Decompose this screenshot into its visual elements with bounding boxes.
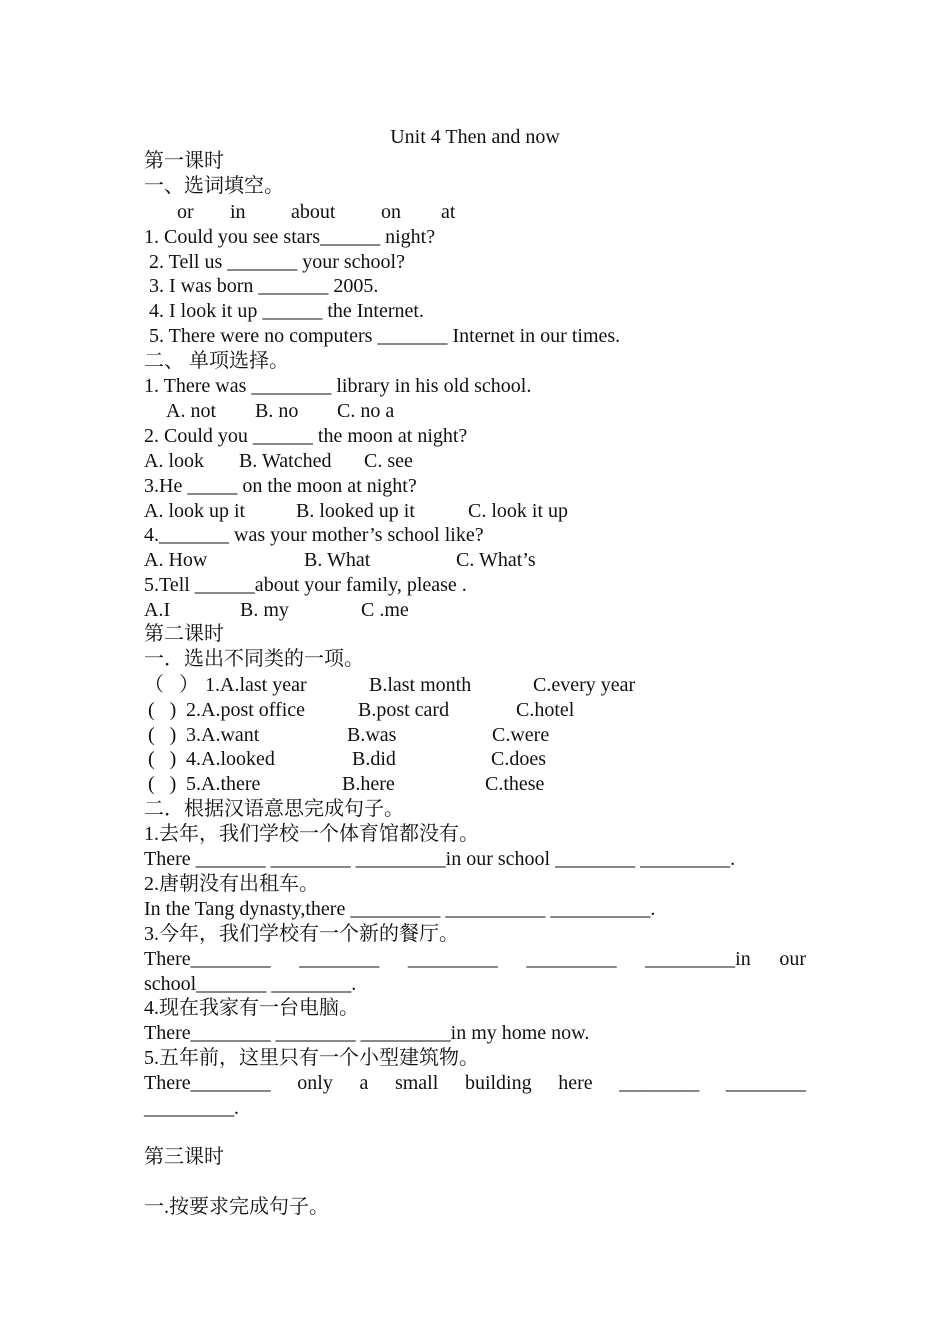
lesson1-part1-heading: 一、选词填空。 (144, 175, 284, 197)
fill-blank-item: 5. There were no computers _______ Internet in our times. (144, 325, 621, 347)
odd-one-option-b: B.post card (358, 699, 450, 721)
sentence-word: only (297, 1072, 333, 1094)
lesson2-part1-heading: 一．选出不同类的一项。 (144, 648, 364, 670)
odd-one-option-c: C.were (492, 724, 550, 746)
mc-question: 4._______ was your mother’s school like? (144, 524, 484, 546)
sentence-word: building (464, 1072, 532, 1094)
sentence-word: our (779, 948, 806, 970)
mc-option-b: B. What (304, 549, 371, 571)
sentence-english: In the Tang dynasty,there _________ __________ __________. (144, 898, 656, 920)
mc-option-a: A. not (166, 400, 216, 422)
sentence-chinese: 3.今年，我们学校有一个新的餐厅。 (144, 923, 459, 945)
mc-option-a: A.I (144, 599, 171, 621)
lesson1-part2-heading: 二、 单项选择。 (144, 350, 289, 372)
sentence-word: _________ (526, 948, 617, 970)
word-bank-item: about (291, 201, 336, 223)
lesson2-part2-heading: 二．根据汉语意思完成句子。 (144, 798, 404, 820)
odd-one-option-b: B.last month (369, 674, 472, 696)
sentence-word: ________ (619, 1072, 700, 1094)
sentence-chinese: 2.唐朝没有出租车。 (144, 873, 319, 895)
mc-option-b: B. Watched (239, 450, 332, 472)
fill-blank-item: 3. I was born _______ 2005. (144, 275, 379, 297)
lesson3-part1-heading: 一.按要求完成句子。 (144, 1196, 329, 1218)
odd-one-option-a: 1.A.last year (205, 674, 307, 696)
mc-question: 5.Tell ______about your family, please . (144, 574, 467, 596)
mc-option-b: B. no (255, 400, 299, 422)
odd-one-bracket: ( ) (148, 773, 177, 795)
odd-one-option-a: 5.A.there (186, 773, 261, 795)
mc-option-c: C. no a (337, 400, 395, 422)
word-bank-item: at (441, 201, 456, 223)
odd-one-bracket: ( ) (148, 699, 177, 721)
sentence-word: ________ (725, 1072, 806, 1094)
mc-question: 3.He _____ on the moon at night? (144, 475, 417, 497)
odd-one-option-b: B.here (342, 773, 395, 795)
odd-one-bracket: ( ) (148, 748, 177, 770)
mc-option-a: A. look (144, 450, 204, 472)
odd-one-option-b: B.was (347, 724, 397, 746)
odd-one-option-c: C.hotel (516, 699, 575, 721)
sentence-english: There________ ________ _________in my home now. (144, 1022, 590, 1044)
mc-option-b: B. my (240, 599, 289, 621)
sentence-word: ________ (299, 948, 380, 970)
mc-question: 2. Could you ______ the moon at night? (144, 425, 468, 447)
sentence-word: There________ (144, 948, 271, 970)
sentence-word: There________ (144, 1072, 271, 1094)
odd-one-option-c: C.every year (533, 674, 636, 696)
fill-blank-item: 2. Tell us _______ your school? (144, 251, 405, 273)
sentence-english: school_______ ________. (144, 973, 357, 995)
mc-option-c: C. see (364, 450, 413, 472)
sentence-word: _________ (407, 948, 498, 970)
odd-one-option-c: C.does (491, 748, 546, 770)
sentence-chinese: 1.去年，我们学校一个体育馆都没有。 (144, 823, 479, 845)
word-bank-item: in (230, 201, 246, 223)
sentence-word: _________in (645, 948, 751, 970)
lesson1-heading: 第一课时 (144, 150, 224, 172)
mc-option-a: A. look up it (144, 500, 246, 522)
fill-blank-item: 4. I look it up ______ the Internet. (144, 300, 424, 322)
sentence-english-justified (144, 947, 806, 971)
odd-one-option-a: 4.A.looked (186, 748, 275, 770)
sentence-word: small (394, 1072, 439, 1094)
odd-one-option-a: 3.A.want (186, 724, 260, 746)
mc-question: 1. There was ________ library in his old school. (144, 375, 532, 397)
page-title: Unit 4 Then and now (390, 126, 560, 148)
sentence-chinese: 4.现在我家有一台电脑。 (144, 997, 359, 1019)
sentence-word: a (359, 1072, 369, 1094)
mc-option-b: B. looked up it (296, 500, 415, 522)
odd-one-option-a: 2.A.post office (186, 699, 306, 721)
sentence-word: here (558, 1072, 593, 1094)
mc-option-c: C .me (361, 599, 409, 621)
sentence-chinese: 5.五年前，这里只有一个小型建筑物。 (144, 1047, 479, 1069)
odd-one-bracket: ( ) (148, 724, 177, 746)
mc-option-c: C. look it up (468, 500, 569, 522)
sentence-english-justified (144, 1071, 806, 1095)
lesson3-heading: 第三课时 (144, 1146, 224, 1168)
word-bank-item: on (381, 201, 401, 223)
mc-option-a: A. How (144, 549, 208, 571)
sentence-english: There _______ ________ _________in our school ________ _________. (144, 848, 736, 870)
odd-one-option-b: B.did (352, 748, 396, 770)
sentence-english: _________. (144, 1097, 239, 1119)
odd-one-bracket: （ ） (144, 674, 199, 696)
fill-blank-item: 1. Could you see stars______ night? (144, 226, 436, 248)
word-bank-item: or (177, 201, 194, 223)
mc-option-c: C. What’s (456, 549, 536, 571)
lesson2-heading: 第二课时 (144, 623, 224, 645)
odd-one-option-c: C.these (485, 773, 545, 795)
